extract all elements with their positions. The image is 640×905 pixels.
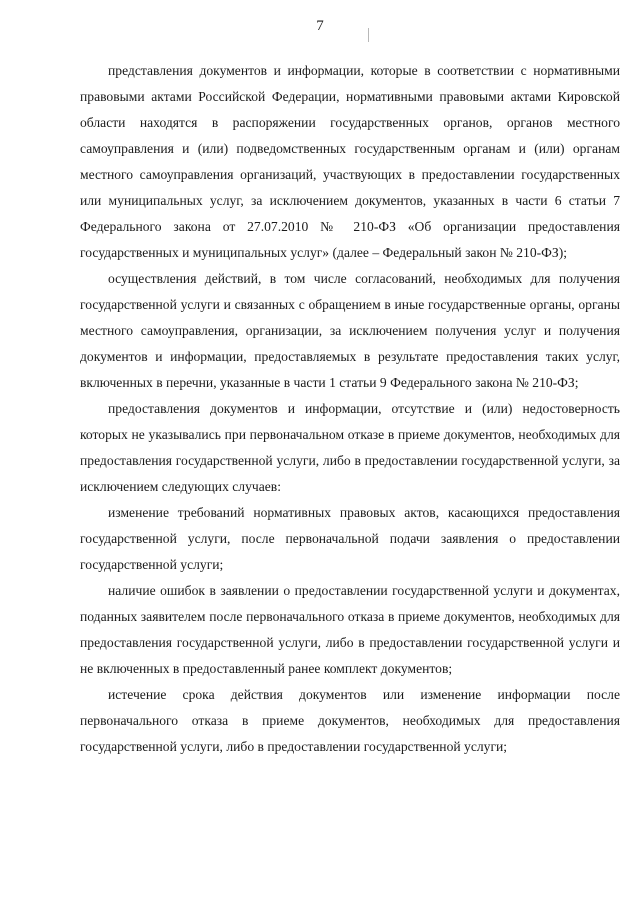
paragraph-4: изменение требований нормативных правовых актов, касающихся предоставления государственной услуги, после первоначальной подачи заявления о предоставлении государственной услуги;: [80, 505, 620, 572]
paragraph-2: осуществления действий, в том числе согласований, необходимых для получения государственной услуги и связанных с обращением в иные государственные органы, органы местного самоуправления, организации, за исключением получения услуг и получения документов и информации, предоставляемых в результате предоставления таких услуг, включенных в перечни, указанные в части 1 статьи 9 Федерального закона № 210-ФЗ;: [80, 271, 620, 390]
page-number: 7: [316, 18, 324, 34]
paragraph-5: наличие ошибок в заявлении о предоставлении государственной услуги и документах, поданных заявителем после первоначального отказа в приеме документов, необходимых для предоставления государственной услуги, либо в предоставлении государственной услуги и не включенных в предоставленный ранее комплект документов;: [80, 583, 620, 676]
document-body: [80, 58, 620, 760]
scan-artifact-mark: [368, 28, 375, 42]
paragraph-3: предоставления документов и информации, отсутствие и (или) недостоверность которых не указывались при первоначальном отказе в приеме документов, необходимых для предоставления государственной услуги, либо в предоставлении государственной услуги, за исключением следующих случаев:: [80, 401, 620, 494]
paragraph-6: истечение срока действия документов или изменение информации после первоначального отказа в приеме документов, необходимых для предоставления государственной услуги, либо в предоставлении государственной услуги;: [80, 687, 620, 754]
paragraph-1: представления документов и информации, которые в соответствии с нормативными правовыми актами Российской Федерации, нормативными правовыми актами Кировской области находятся в распоряжении государственных органов, органов местного самоуправления и (или) подведомственных государственным органам и (или) органам местного самоуправления организаций, участвующих в предоставлении государственных или муниципальных услуг, за исключением документов, указанных в части 6 статьи 7 Федерального закона от 27.07.2010 № 210-ФЗ «Об организации предоставления государственных и муниципальных услуг» (далее – Федеральный закон № 210-ФЗ);: [80, 63, 620, 260]
